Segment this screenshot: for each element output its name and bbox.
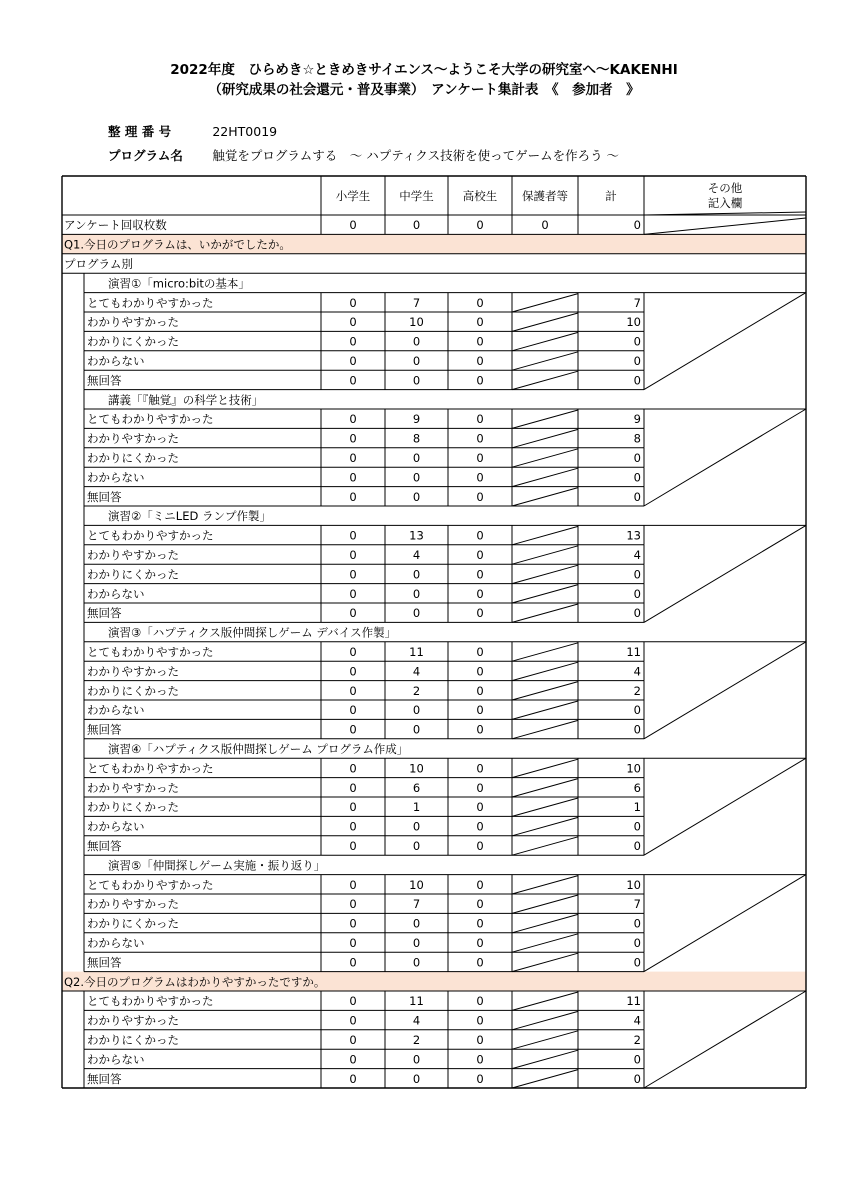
value-total: 0 [633,1052,641,1067]
value-total: 0 [633,606,641,621]
guardian-diagonal [512,779,578,797]
value-junior: 0 [412,354,421,368]
answer-label: わからない [87,354,145,368]
other-column-diagonal [644,642,806,739]
value-high: 0 [476,431,484,446]
guardian-diagonal [512,643,578,661]
value-elementary: 0 [349,722,357,737]
answer-label: わかりにくかった [87,916,179,931]
guardian-diagonal [512,332,578,350]
value-high: 0 [476,897,484,912]
value-elementary: 0 [349,412,357,427]
value-junior: 9 [412,412,421,427]
guardian-diagonal [512,759,578,777]
value-junior: 0 [412,489,421,504]
value-high: 0 [476,451,484,465]
answer-label: とてもわかりやすかった [87,295,214,310]
value-elementary: 0 [349,528,357,543]
value-high: 0 [476,916,484,931]
value-high: 0 [476,334,484,349]
value-total: 0 [633,916,641,931]
value-elementary: 0 [349,897,357,912]
answer-label: とてもわかりやすかった [87,412,214,427]
value-elementary: 0 [349,1033,357,1047]
answer-label: わかりやすかった [87,315,179,330]
guardian-diagonal [512,429,578,447]
value-elementary: 0 [349,703,357,718]
guardian-diagonal [512,914,578,932]
answer-label: わかりにくかった [87,451,179,465]
value-total: 11 [626,645,641,659]
guardian-diagonal [512,662,578,680]
value-total: 0 [633,334,641,349]
guardian-diagonal [512,798,578,816]
guardian-diagonal [512,1050,578,1068]
value-junior: 0 [412,916,421,931]
seiri-number-value: 22HT0019 [212,124,278,139]
answer-label: わからない [87,936,145,950]
column-header: 高校生 [462,189,498,203]
guardian-diagonal [512,546,578,564]
value-high: 0 [476,819,484,834]
value-high: 0 [476,683,484,698]
other-column-diagonal [644,293,806,390]
guardian-diagonal [512,468,578,486]
value-junior: 11 [409,994,424,1009]
count-label: アンケート回収枚数 [64,218,167,233]
value-total: 10 [626,761,641,776]
value-total: 0 [633,819,641,834]
value-junior: 0 [412,839,421,853]
value-junior: 0 [412,722,421,737]
value-high: 0 [476,606,484,621]
value-junior: 0 [412,451,421,465]
value-junior: 0 [412,567,421,582]
value-junior: 10 [409,761,424,776]
guardian-diagonal [512,488,578,506]
value-high: 0 [476,955,484,970]
value-total: 10 [626,877,641,892]
count-value: 0 [541,218,549,233]
answer-label: わかりやすかった [87,548,179,562]
value-high: 0 [476,470,484,485]
value-elementary: 0 [349,780,357,795]
guardian-diagonal [512,294,578,312]
guardian-diagonal [512,526,578,544]
answer-label: わかりにくかった [87,567,179,582]
answer-label: とてもわかりやすかった [87,645,214,659]
answer-label: とてもわかりやすかった [87,994,214,1009]
value-junior: 1 [412,800,421,815]
section-label: プログラム別 [64,257,133,271]
group-title: 演習①「micro:bitの基本」 [108,276,250,291]
value-elementary: 0 [349,1052,357,1067]
value-elementary: 0 [349,606,357,621]
column-header: 小学生 [335,189,371,203]
value-total: 2 [633,1033,641,1047]
value-total: 4 [633,664,641,679]
value-elementary: 0 [349,839,357,853]
value-junior: 0 [412,470,421,485]
guardian-diagonal [512,934,578,952]
guardian-diagonal [512,992,578,1010]
value-elementary: 0 [349,761,357,776]
value-high: 0 [476,489,484,504]
value-elementary: 0 [349,334,357,349]
value-total: 1 [633,800,641,815]
value-total: 11 [626,994,641,1009]
value-elementary: 0 [349,664,357,679]
value-junior: 0 [412,703,421,718]
value-high: 0 [476,877,484,892]
value-elementary: 0 [349,877,357,892]
question-label: Q2.今日のプログラムはわかりやすかったですか。 [64,974,326,989]
other-column-diagonal [644,991,806,1088]
value-total: 0 [633,373,641,388]
value-high: 0 [476,373,484,388]
column-header: 中学生 [399,189,434,203]
value-high: 0 [476,548,484,562]
value-elementary: 0 [349,683,357,698]
value-high: 0 [476,315,484,330]
value-total: 0 [633,354,641,368]
value-elementary: 0 [349,586,357,601]
answer-label: 無回答 [87,489,122,504]
value-elementary: 0 [349,645,357,659]
value-total: 0 [633,470,641,485]
count-value: 0 [476,218,484,233]
value-junior: 0 [412,1052,421,1067]
answer-label: わからない [87,586,145,601]
answer-label: 無回答 [87,839,122,853]
value-elementary: 0 [349,994,357,1009]
value-junior: 8 [412,431,421,446]
value-junior: 7 [412,897,421,912]
value-total: 0 [633,722,641,737]
count-value: 0 [633,218,641,233]
answer-label: とてもわかりやすかった [87,528,214,543]
guardian-diagonal [512,313,578,331]
value-total: 4 [633,1013,641,1028]
guardian-diagonal [512,817,578,835]
value-total: 0 [633,586,641,601]
value-high: 0 [476,703,484,718]
value-junior: 0 [412,586,421,601]
answer-label: わからない [87,819,145,834]
value-high: 0 [476,295,484,310]
value-total: 2 [633,683,641,698]
value-elementary: 0 [349,315,357,330]
value-junior: 6 [412,780,421,795]
value-elementary: 0 [349,295,357,310]
answer-label: わからない [87,1052,145,1067]
page-subtitle: （研究成果の社会還元・普及事業） アンケート集計表 《 参加者 》 [208,82,640,98]
column-header-other-2: 記入欄 [707,196,743,210]
value-elementary: 0 [349,373,357,388]
value-high: 0 [476,761,484,776]
group-title: 演習③「ハプティクス版仲間探しゲーム デバイス作製」 [108,625,397,640]
value-total: 0 [633,936,641,950]
value-total: 0 [633,839,641,853]
value-junior: 10 [409,315,424,330]
value-high: 0 [476,780,484,795]
value-junior: 10 [409,877,424,892]
value-elementary: 0 [349,955,357,970]
answer-label: わかりやすかった [87,780,179,795]
value-junior: 0 [412,955,421,970]
count-value: 0 [349,218,357,233]
group-title: 講義「『触覚』の科学と技術」 [108,392,264,407]
value-total: 6 [633,780,641,795]
guardian-diagonal [512,371,578,389]
answer-label: わかりにくかった [87,334,179,349]
answer-label: 無回答 [87,955,122,970]
count-value: 0 [412,218,421,233]
guardian-diagonal [512,895,578,913]
guardian-diagonal [512,837,578,855]
program-name-label: プログラム名 [108,148,183,163]
answer-label: 無回答 [87,722,122,737]
value-elementary: 0 [349,451,357,465]
value-high: 0 [476,800,484,815]
value-junior: 13 [409,528,424,543]
guardian-diagonal [512,585,578,603]
value-high: 0 [476,354,484,368]
value-high: 0 [476,994,484,1009]
other-column-diagonal [644,758,806,855]
value-elementary: 0 [349,470,357,485]
program-name-value: 触覚をプログラムする ～ ハプティクス技術を使ってゲームを作ろう ～ [212,148,620,163]
group-title: 演習⑤「仲間探しゲーム実施・振り返り」 [108,858,326,873]
value-high: 0 [476,664,484,679]
value-high: 0 [476,1052,484,1067]
value-elementary: 0 [349,1013,357,1028]
value-high: 0 [476,722,484,737]
answer-label: わからない [87,703,145,718]
group-title: 演習④「ハプティクス版仲間探しゲーム プログラム作成」 [108,742,409,756]
value-junior: 0 [412,334,421,349]
value-high: 0 [476,586,484,601]
value-junior: 0 [412,819,421,834]
seiri-number-label: 整理番号 [108,124,176,139]
value-high: 0 [476,1033,484,1047]
value-high: 0 [476,936,484,950]
value-junior: 4 [412,664,421,679]
value-total: 0 [633,1071,641,1086]
value-junior: 4 [412,548,421,562]
other-column-diagonal [644,875,806,972]
value-junior: 0 [412,936,421,950]
answer-label: とてもわかりやすかった [87,877,214,892]
guardian-diagonal [512,682,578,700]
guardian-diagonal [512,565,578,583]
column-header-other: その他 [707,181,743,195]
value-elementary: 0 [349,567,357,582]
value-total: 9 [633,412,641,427]
value-elementary: 0 [349,431,357,446]
value-total: 8 [633,431,641,446]
value-junior: 4 [412,1013,421,1028]
value-total: 13 [626,528,641,543]
value-high: 0 [476,839,484,853]
answer-label: 無回答 [87,373,122,388]
value-elementary: 0 [349,489,357,504]
guardian-diagonal [512,1011,578,1029]
value-high: 0 [476,528,484,543]
value-total: 0 [633,703,641,718]
value-total: 0 [633,451,641,465]
guardian-diagonal [512,701,578,719]
value-high: 0 [476,1013,484,1028]
answer-label: 無回答 [87,1071,122,1086]
value-total: 7 [633,897,641,912]
guardian-diagonal [512,604,578,622]
guardian-diagonal [512,352,578,370]
answer-label: わかりやすかった [87,431,179,446]
value-total: 10 [626,315,641,330]
value-elementary: 0 [349,819,357,834]
value-elementary: 0 [349,936,357,950]
guardian-diagonal [512,876,578,894]
value-high: 0 [476,1071,484,1086]
answer-label: わかりにくかった [87,1033,179,1047]
answer-label: わかりやすかった [87,664,179,679]
value-junior: 2 [412,1033,421,1047]
guardian-diagonal [512,1070,578,1088]
value-elementary: 0 [349,354,357,368]
guardian-diagonal [512,410,578,428]
value-elementary: 0 [349,548,357,562]
value-junior: 7 [412,295,421,310]
page-title: 2022年度 ひらめき☆ときめきサイエンス～ようこそ大学の研究室へ～KAKENHI [170,62,678,78]
value-high: 0 [476,645,484,659]
value-junior: 0 [412,373,421,388]
guardian-diagonal [512,720,578,738]
value-junior: 0 [412,1071,421,1086]
value-junior: 0 [412,606,421,621]
guardian-diagonal [512,449,578,467]
value-total: 4 [633,548,641,562]
count-diagonal [644,218,806,234]
value-total: 7 [633,295,641,310]
answer-label: わかりやすかった [87,1013,179,1028]
value-total: 0 [633,489,641,504]
guardian-diagonal [512,1031,578,1049]
value-total: 0 [633,567,641,582]
answer-label: とてもわかりやすかった [87,761,214,776]
answer-label: わかりにくかった [87,683,179,698]
other-column-diagonal [644,409,806,506]
column-header: 保護者等 [522,189,568,203]
answer-label: わかりやすかった [87,897,179,912]
answer-label: わかりにくかった [87,800,179,815]
answer-label: 無回答 [87,606,122,621]
question-label: Q1.今日のプログラムは、いかがでしたか。 [64,237,291,252]
value-elementary: 0 [349,1071,357,1086]
value-high: 0 [476,412,484,427]
value-elementary: 0 [349,800,357,815]
answer-label: わからない [87,470,145,485]
other-column-diagonal [644,525,806,622]
value-elementary: 0 [349,916,357,931]
value-total: 0 [633,955,641,970]
guardian-diagonal [512,953,578,971]
group-title: 演習②「ミニLED ランプ作製」 [108,509,271,524]
value-high: 0 [476,567,484,582]
value-junior: 11 [409,645,424,659]
value-junior: 2 [412,683,421,698]
column-header: 計 [605,189,617,203]
